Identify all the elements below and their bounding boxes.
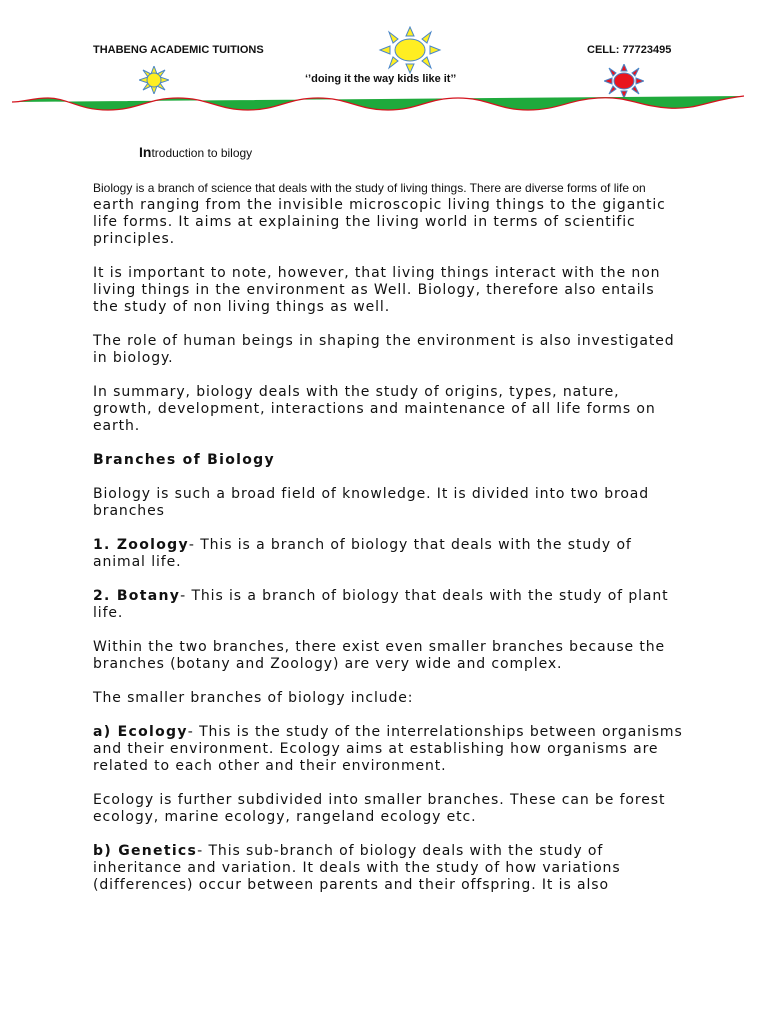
intro-heading-rest: troduction to bilogy — [151, 146, 253, 160]
definition-term: 1. Zoology — [93, 537, 189, 553]
definition-text: - This is a branch of biology that deals with the study of animal life. — [93, 537, 632, 570]
paragraph-rest: earth ranging from the invisible microscopic living things to the gigantic life forms. It aims at explaining the living world in terms of scientific principles. — [93, 197, 666, 247]
definition-text: - This is a branch of biology that deals with the study of plant life. — [93, 588, 669, 621]
definition-term: a) Ecology — [93, 724, 188, 740]
paragraph: Ecology is further subdivided into smaller branches. These can be forest ecology, marine ecology, rangeland ecology etc. — [93, 792, 666, 825]
sun-icon — [378, 26, 442, 74]
wave-banner — [8, 88, 748, 118]
intro-heading-big: In — [139, 144, 152, 160]
branches-heading: Branches of Biology — [93, 452, 275, 468]
definition-text: - This is the study of the interrelationships between organisms and their environment. Ecology aims at establishing how organisms are related to each other and their environment. — [93, 724, 683, 774]
definition-text: - This sub-branch of biology deals with the study of inheritance and variation. It deals with the study of how variations (differences) occur between parents and their offspring. It is also — [93, 843, 621, 893]
paragraph: Within the two branches, there exist even smaller branches because the branches (botany and Zoology) are very wide and complex. — [93, 639, 666, 672]
paragraph-lead: Biology is a branch of science that deals with the study of living things. There are diverse forms of life on — [93, 181, 646, 195]
section-heading — [93, 452, 683, 469]
intro-heading — [139, 144, 252, 160]
definition-item — [93, 537, 683, 571]
header-tagline: ‘’doing it the way kids like it’’ — [305, 73, 457, 85]
paragraph: The role of human beings in shaping the environment is also investigated in biology. — [93, 333, 675, 366]
header-phone: CELL: 77723495 — [587, 44, 672, 56]
header-title: THABENG ACADEMIC TUITIONS — [93, 44, 264, 56]
definition-item — [93, 724, 683, 775]
paragraph: It is important to note, however, that living things interact with the non living things in the environment as Well. Biology, therefore also entails the study of non living things as well. — [93, 265, 661, 315]
paragraph: In summary, biology deals with the study of origins, types, nature, growth, development, interactions and maintenance of all life forms on earth. — [93, 384, 656, 434]
definition-term: 2. Botany — [93, 588, 181, 604]
paragraph: Biology is such a broad field of knowledge. It is divided into two broad branches — [93, 486, 650, 519]
paragraph: The smaller branches of biology include: — [93, 690, 414, 706]
article-body — [93, 180, 683, 911]
definition-item — [93, 588, 683, 622]
definition-item — [93, 843, 683, 894]
paragraph — [93, 180, 683, 248]
definition-term: b) Genetics — [93, 843, 198, 859]
